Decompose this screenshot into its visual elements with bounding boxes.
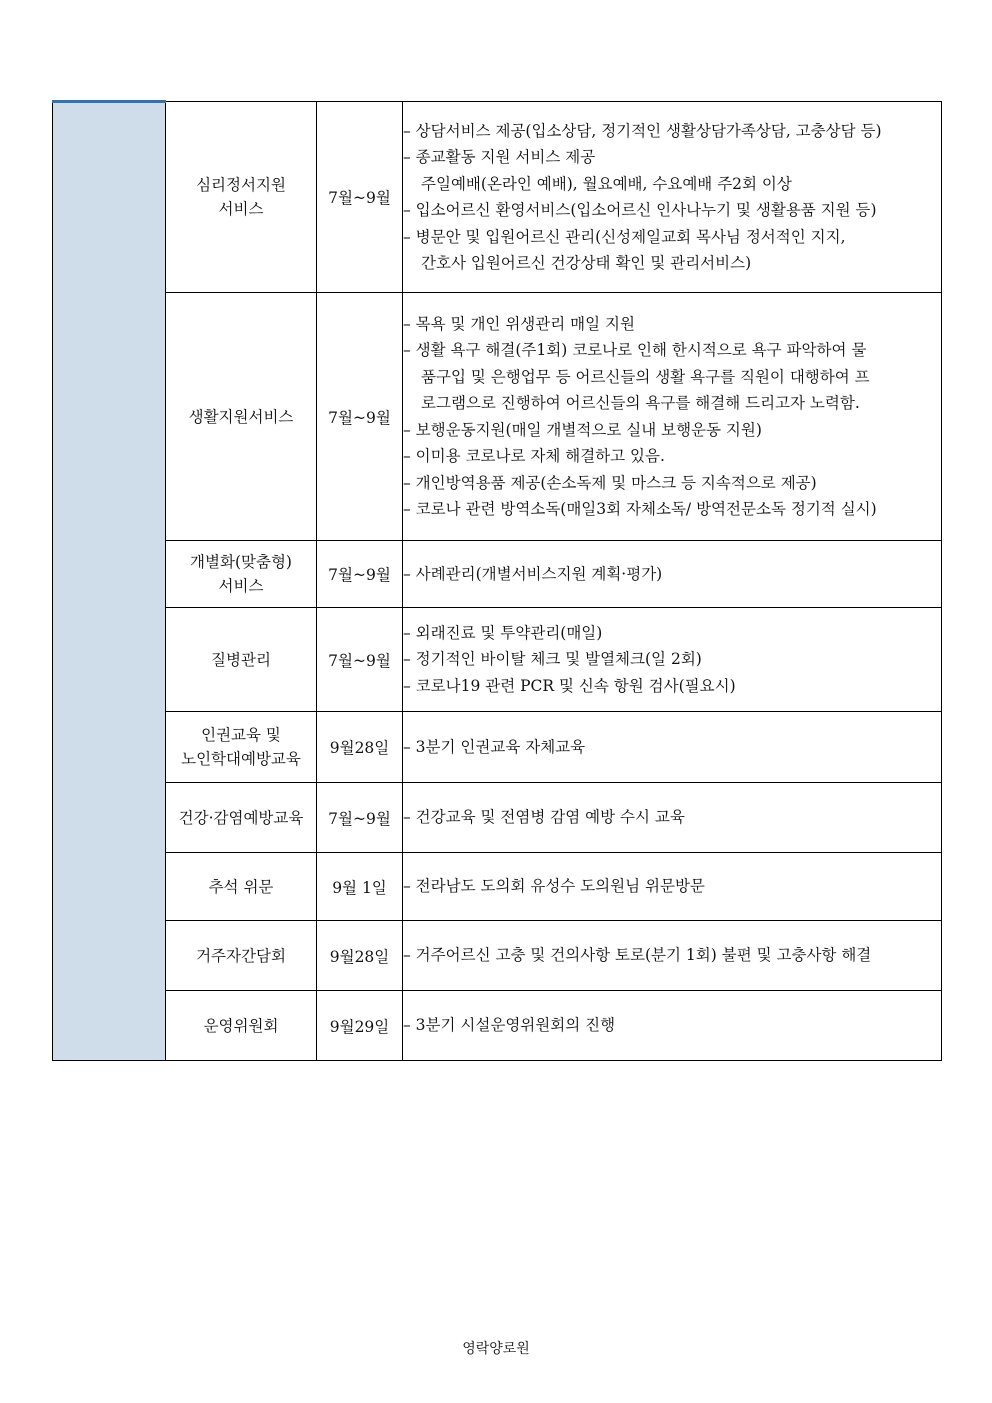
table-row bbox=[53, 853, 942, 921]
program-name-line: 생활지원서비스 bbox=[188, 407, 294, 426]
program-date-cell: 7월~9월 bbox=[317, 541, 403, 608]
program-name-cell bbox=[166, 293, 317, 541]
program-name-cell bbox=[166, 991, 317, 1061]
content-bullet: – 생활 욕구 해결(주1회) 코로나로 인해 한시적으로 욕구 파악하여 물 bbox=[403, 341, 867, 359]
program-date-cell: 7월~9월 bbox=[317, 102, 403, 293]
program-name-line: 질병관리 bbox=[211, 650, 271, 669]
content-bullet: – 3분기 인권교육 자체교육 bbox=[403, 737, 586, 756]
program-content-cell bbox=[403, 102, 942, 293]
program-date-cell: 7월~9월 bbox=[317, 293, 403, 541]
content-bullet: – 목욕 및 개인 위생관리 매일 지원 bbox=[403, 314, 635, 333]
program-date-cell: 9월28일 bbox=[317, 921, 403, 991]
content-bullet: – 개인방역용품 제공(손소독제 및 마스크 등 지속적으로 제공) bbox=[403, 473, 817, 492]
category-side-cell bbox=[53, 102, 166, 1061]
content-bullet: – 상담서비스 제공(입소상담, 정기적인 생활상담가족상담, 고충상담 등) bbox=[403, 121, 882, 140]
content-bullet: – 사례관리(개별서비스지원 계획·평가) bbox=[403, 564, 663, 583]
program-date-cell: 9월28일 bbox=[317, 712, 403, 783]
program-name-line: 서비스 bbox=[218, 577, 264, 595]
table-row bbox=[53, 712, 942, 783]
program-name-cell bbox=[166, 783, 317, 853]
program-name-cell bbox=[166, 541, 317, 608]
content-bullet: – 건강교육 및 전염병 감염 예방 수시 교육 bbox=[403, 808, 685, 827]
program-name-cell bbox=[166, 853, 317, 921]
footer-org-name: 영락양로원 bbox=[462, 1341, 530, 1357]
program-content-cell bbox=[403, 541, 942, 608]
program-name-line: 거주자간담회 bbox=[196, 946, 286, 965]
content-bullet: – 보행운동지원(매일 개별적으로 실내 보행운동 지원) bbox=[403, 420, 762, 439]
program-content-cell bbox=[403, 783, 942, 853]
program-table bbox=[52, 100, 942, 1061]
content-continuation: 품구입 및 은행업무 등 어르신들의 생활 욕구를 직원이 대행하여 프 bbox=[421, 367, 870, 386]
content-bullet: – 3분기 시설운영위원회의 진행 bbox=[403, 1016, 616, 1035]
content-bullet: – 병문안 및 입원어르신 관리(신성제일교회 목사님 정서적인 지지, bbox=[403, 227, 846, 246]
content-bullet: – 정기적인 바이탈 체크 및 발열체크(일 2회) bbox=[403, 650, 702, 669]
program-content-cell bbox=[403, 991, 942, 1061]
program-name-cell bbox=[166, 712, 317, 783]
program-name-line: 노인학대예방교육 bbox=[181, 750, 301, 768]
program-content-cell bbox=[403, 293, 942, 541]
content-continuation: 로그램으로 진행하여 어르신들의 욕구를 해결해 드리고자 노력함. bbox=[421, 394, 860, 412]
program-name-line: 심리정서지원 bbox=[196, 176, 286, 194]
table-row bbox=[53, 921, 942, 991]
table-row bbox=[53, 991, 942, 1061]
program-name-cell bbox=[166, 921, 317, 991]
program-content-cell bbox=[403, 608, 942, 712]
table-row bbox=[53, 608, 942, 712]
table-row bbox=[53, 293, 942, 541]
program-name-line: 운영위원회 bbox=[203, 1016, 279, 1035]
content-bullet: – 종교활동 지원 서비스 제공 bbox=[403, 148, 596, 166]
content-bullet: – 코로나19 관련 PCR 및 신속 항원 검사(필요시) bbox=[403, 676, 736, 695]
program-content-cell bbox=[403, 712, 942, 783]
program-date-cell: 7월~9월 bbox=[317, 783, 403, 853]
content-bullet: – 외래진료 및 투약관리(매일) bbox=[403, 623, 603, 642]
program-content-cell bbox=[403, 921, 942, 991]
content-bullet: – 이미용 코로나로 자체 해결하고 있음. bbox=[403, 447, 665, 465]
content-continuation: 간호사 입원어르신 건강상태 확인 및 관리서비스) bbox=[421, 254, 752, 272]
table-row bbox=[53, 541, 942, 608]
content-bullet: – 코로나 관련 방역소독(매일3회 자체소독/ 방역전문소독 정기적 실시) bbox=[403, 500, 877, 518]
program-date-cell: 9월 1일 bbox=[317, 853, 403, 921]
content-bullet: – 입소어르신 환영서비스(입소어르신 인사나누기 및 생활용품 지원 등) bbox=[403, 201, 877, 219]
program-content-cell bbox=[403, 853, 942, 921]
program-date-cell: 7월~9월 bbox=[317, 608, 403, 712]
program-name-line: 추석 위문 bbox=[208, 877, 274, 896]
content-bullet: – 거주어르신 고충 및 건의사항 토로(분기 1회) 불편 및 고충사항 해결 bbox=[403, 946, 872, 965]
program-name-cell bbox=[166, 608, 317, 712]
program-name-cell bbox=[166, 102, 317, 293]
program-date-cell: 9월29일 bbox=[317, 991, 403, 1061]
program-name-line: 인권교육 및 bbox=[201, 726, 281, 744]
program-name-line: 서비스 bbox=[218, 200, 264, 218]
content-continuation: 주일예배(온라인 예배), 월요예배, 수요예배 주2회 이상 bbox=[421, 174, 792, 193]
table-row bbox=[53, 783, 942, 853]
table-row bbox=[53, 102, 942, 293]
program-name-line: 건강·감염예방교육 bbox=[178, 808, 304, 827]
program-table-body bbox=[53, 102, 942, 1061]
content-bullet: – 전라남도 도의회 유성수 도의원님 위문방문 bbox=[403, 877, 705, 896]
program-name-line: 개별화(맞춤형) bbox=[190, 553, 292, 571]
